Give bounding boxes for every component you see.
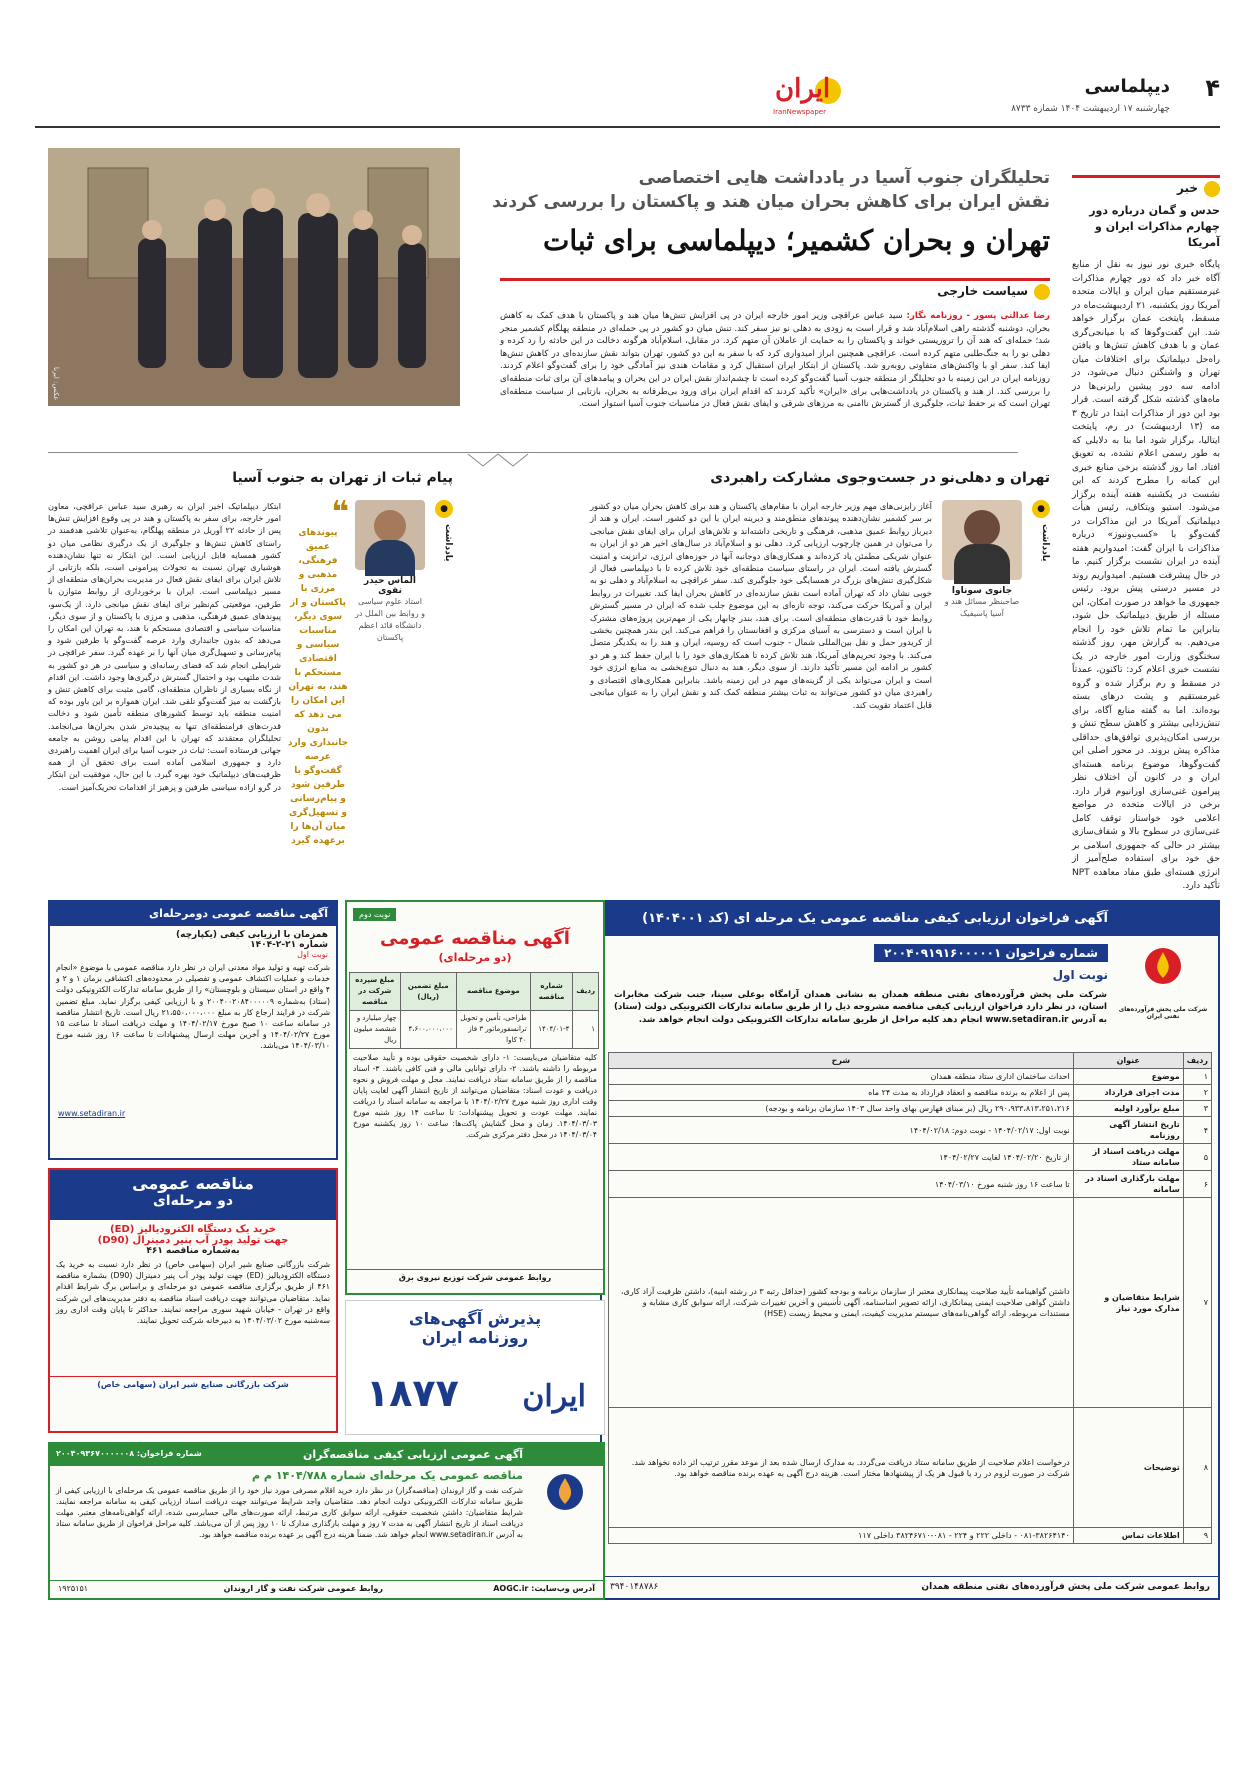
news-sidebar — [1072, 175, 1220, 891]
main-story-kickers — [490, 168, 1050, 257]
ad-left-top-subtitle: همزمان با ارزیابی کیفی (یکپارچه) — [176, 930, 328, 940]
ad-left-mid-title2: دو مرحله‌ای — [152, 1193, 234, 1209]
author-title: استاد علوم سیاسی و روابط بین الملل در دانشگاه قائد اعظم پاکستان — [355, 597, 425, 642]
kicker-2: نقش ایران برای کاهش بحران میان هند و پاکستان را بررسی کردند — [492, 192, 1050, 212]
opinion-left-headline: پیام ثبات از تهران به جنوب آسیا — [232, 470, 453, 486]
section-name: دیپلماسی — [1084, 76, 1170, 97]
table-row: ۱ موضوع احداث ساختمان اداری ستاد منطقه همدان — [609, 1069, 1212, 1085]
ad-bottom-subtitle: مناقصه عمومی یک مرحله‌ای شماره ۱۴۰۴/۷۸۸ م م — [252, 1469, 523, 1482]
ad-left-mid-body: شرکت بازرگانی صنایع شیر ایران (سهامی خاص) در نظر دارد نسبت به خرید یک دستگاه الکترودیالیز (ED) جهت تولید پودر آب پنیر دمینرال (D90) بشماره مناقصه ۴۶۱ از طریق برگزاری مناقصه عمومی دو مرحله‌ای و براساس برگ شرایط اقدام نماید. متقاضیان می‌توانند جهت دریافت اسناد مناقصه به دفتر مدیریت‌های این شرکت واقع در تهران - خیابان شهید سوری مراجعه نمایند. حداکثر تا پایان وقت اداری روز سه‌شنبه مورخ ۱۴۰۴/۰۳/۰۲ به دبیرخانه شرکت تحویل نمایند. — [56, 1260, 330, 1326]
ad-tender — [345, 900, 605, 1295]
ad-main-footer-text: روابط عمومی شرکت ملی پخش فرآورده‌های نفتی منطقه همدان — [921, 1582, 1210, 1592]
ad-bottom-number: شماره فراخوان: ۲۰۰۴۰۹۳۶۷۰۰۰۰۰۰۸ — [56, 1449, 202, 1458]
ad-left-mid-title-bar — [50, 1170, 336, 1220]
ad-bottom — [48, 1442, 605, 1600]
col-row: ردیف — [1183, 1053, 1211, 1069]
ad-main — [600, 900, 1220, 1600]
pullquote-text: پیوندهای عمیق فرهنگی، مذهبی و مرزی با پاکستان و از سوی دیگر، مناسبات سیاسی و اقتصادی مستحکم با هند، به تهران این امکان را می دهد که بدون جانبداری وارد عرصه گفت‌وگو با طرفین شود و پیام‌رسانی و تسهیل‌گری میان آن‌ها را برعهده گیرد — [287, 528, 349, 846]
author-title: صاحبنظر مسائل هند و آسیا پاسیفیک — [944, 597, 1020, 618]
ad-left-top-title: آگهی مناقصه عمومی دومرحله‌ای — [149, 907, 328, 920]
ad-main-table — [608, 1052, 1212, 1544]
table-row: ۲ مدت اجرای قرارداد پس از اعلام به برنده مناقصه و انعقاد قرارداد به مدت ۲۴ ماه — [609, 1085, 1212, 1101]
ad-main-company: شرکت ملی پخش فرآورده‌های نفتی ایران — [1118, 1006, 1208, 1020]
ad-bottom-footer: روابط عمومی شرکت نفت و گاز اروندان — [223, 1584, 383, 1593]
ad-bottom-website[interactable]: آدرس وب‌سایت: AOGC.ir — [493, 1584, 595, 1593]
table-row: ۸ توضیحات درخواست اعلام صلاحیت از طریق سامانه ستاد دریافت می‌گردد. به مدارک ارسال شده بعد از موعد مقرر ترتیب اثر داده نخواهد شد. شرکت در صورت لزوم در رد یا قبول هر یک از پیشنهادها مختار است. هزینه درج آگهی به عهده برنده مناقصه خواهد بود. — [609, 1408, 1212, 1528]
author-name: جانوی سوناوا — [951, 586, 1013, 596]
ad-left-top-title-bar — [50, 902, 336, 926]
col-desc: شرح — [609, 1053, 1074, 1069]
pullquote — [287, 495, 349, 848]
table-row: ۶ مهلت بارگذاری اسناد در سامانه تا ساعت ۱۶ روز شنبه مورخ ۱۴۰۴/۰۳/۱۰ — [609, 1171, 1212, 1198]
page-header — [35, 70, 1220, 128]
note-icon: ● — [435, 500, 453, 518]
quote-icon: ❝ — [331, 495, 349, 530]
note-icon: ● — [1032, 500, 1050, 518]
main-photo — [48, 148, 460, 406]
table-row: ۹ اطلاعات تماس ۰۸۱-۳۸۲۶۴۱۴۰ - داخلی ۲۲۲ و ۲۲۴ - ۰۸۱-۳۸۲۴۶۷۱۰ داخلی ۱۱۷ — [609, 1528, 1212, 1544]
author-photo — [355, 500, 425, 570]
ad-tender-body: کلیه متقاضیان می‌بایست: ۱- دارای شخصیت حقوقی بوده و تأیید صلاحیت مربوطه را داشته باشند. ۲- دارای توانایی مالی و فنی کافی باشند. ۳- اسناد مناقصه را از طریق سامانه ستاد دریافت نمایند. محل و مهلت فروش و نحوه دریافت و عودت اسناد: متقاضیان می‌توانند از تاریخ انتشار آگهی لغایت پایان وقت اداری روز شنبه مورخ ۱۴۰۴/۰۲/۲۷ با مراجعه به سامانه اسناد را دریافت نمایند. مهلت عودت و تحویل پیشنهادات: تا ساعت ۱۴ روز شنبه مورخ ۱۴۰۴/۰۳/۰۳. زمان و محل گشایش پاکت‌ها: ساعت ۱۰ روز یکشنبه مورخ ۱۴۰۴/۰۳/۰۴ در محل دفتر مرکزی شرکت. — [353, 1053, 598, 1139]
ad-tender-subtitle: (دو مرحله‌ای) — [438, 951, 512, 964]
ad-left-top-number: شماره ۲۱-۲-۱۴۰۴ — [250, 940, 328, 950]
news-label-bar — [1072, 175, 1220, 197]
table-row: ۵ مهلت دریافت اسناد از سامانه ستاد از تاریخ ۱۴۰۴/۰۲/۲۰ لغایت ۱۴۰۴/۰۲/۲۷ — [609, 1144, 1212, 1171]
ad-tender-title: آگهی مناقصه عمومی — [380, 928, 570, 949]
news-label: خبر — [1176, 181, 1198, 195]
author-photo — [942, 500, 1022, 580]
logo-sub: IranNewspaper — [773, 108, 826, 116]
table-row: ۴ تاریخ انتشار آگهی روزنامه نوبت اول: ۱۴۰۴/۰۲/۱۷ - نوبت دوم: ۱۴۰۴/۰۲/۱۸ — [609, 1117, 1212, 1144]
main-headline: تهران و بحران کشمیر؛ دیپلماسی برای ثبات — [542, 224, 1050, 257]
opinion-right — [590, 470, 1050, 830]
ad-bottom-title-bar — [50, 1444, 603, 1466]
zigzag-divider — [48, 452, 1018, 466]
ad-main-logo — [1118, 942, 1208, 1020]
opinion-left-author — [355, 500, 425, 644]
opinion-left-label — [433, 500, 453, 561]
opinion-right-label — [1030, 500, 1050, 561]
ad-left-mid-number: به‌شماره مناقصه ۴۶۱ — [146, 1246, 240, 1256]
section-label: سیاست خارجی — [937, 284, 1028, 298]
page-number: ۴ — [1205, 74, 1220, 102]
dateline: چهارشنبه ۱۷ اردیبهشت ۱۴۰۴ شماره ۸۷۳۳ — [1011, 104, 1170, 114]
news-headline: حدس و گمان درباره دور چهارم مذاکرات ایران و آمریکا — [1089, 204, 1220, 249]
ad-left-mid — [48, 1168, 338, 1433]
ad-left-top-body: شرکت تهیه و تولید مواد معدنی ایران در نظر دارد مناقصه عمومی با موضوع «انجام خدمات و عملیات اکتشاف عمومی و تفصیلی در محدوده‌های اکتشافی بزمان ۱ و ۲ و ۴ واقع در استان سیستان و بلوچستان» را از طریق سامانه تدارکات الکترونیکی دولت (ستاد) به‌شماره ۲۰۰۴۰۰۲۰۸۴۰۰۰۰۰۹ و با ارزیابی کیفی برگزار نماید. مبلغ تضمین شرکت در فرایند ارجاع کار به مبلغ ۲۱،۵۵۰،۰۰۰،۰۰۰ ریال است. تاریخ انتشار مناقصه در سامانه ساعت ۱۰ صبح مورخ ۱۴۰۴/۰۲/۱۷ و مهلت دریافت اسناد تا ساعت ۱۵ مورخ ۱۴۰۴/۰۲/۲۷ و آخرین مهلت ارسال پیشنهادات تا ساعت ۱۶ روز شنبه مورخ ۱۴۰۴/۰۳/۱۰ می‌باشد. — [56, 963, 331, 1051]
news-body: پایگاه خبری نور نیوز به نقل از منابع آگاه خبر داد که دور چهارم مذاکرات غیرمستقیم میان ایران و ایالات متحده آمریکا روز یکشنبه، ۲۱ اردیبهشت‌ماه در مسقط، پایتخت عمان برگزار خواهد شد. این گفت‌وگوها که با میانجی‌گری عمان و با هدف کاهش تنش‌ها و یافتن راه‌حل دیپلماتیک برای اختلافات میان تهران و واشنگتن دنبال می‌شود، در ادامه سه دور پیشین رایزنی‌ها در ماه‌های گذشته شکل گرفته است. قرار بود این دور از مذاکرات ابتدا در تاریخ ۳ مه (۱۳ اردیبهشت) در رم، پایتخت ایتالیا، برگزار شود اما بنا به دلایلی که به طور رسمی اعلام نشده، به تعویق افتاد. اما روز گذشته برخی منابع خبری این کمانه را مطرح کردند که این نشست در یکشنبه هفته آینده برگزار می‌شود. استیو ویتکاف، رئیس هیأت دیپلماتیک آمریکا در این مذاکرات در گفت‌وگو با «کسب‌ونیوز» درباره مذاکرات با ایران گفت: امیدواریم هفته آینده در ایران نشست برگزار کنیم. ما در حال پیشرفت هستیم. امیدواریم روند در مسیر درستی پیش برود. رئیس جمهوری ما خواهد در صورت امکان، این مسئله از طریق دیپلماتیک حل شود، بنابراین ما تمام تلاش خود را انجام می‌دهیم. به گزارش مهر، روز گذشته سخنگوی وزارت امور خارجه در یک نشست خبری اعلام کرد: تاکنون، عمدتاً در مسقط و رم برگزار شده و گروه غیرمستقیم و پشت درهای بسته بوده‌اند. اما به گفته منابع آگاه، برای تنش‌زدایی بیشتر و کاهش سطح تنش و بررسی امکان‌پذیری توافق‌های حداقلی مذاکره پیش بروند. در محور اصلی این گفت‌وگوها، موضوع برنامه هسته‌ای ایران و در کانون آن اختلاف نظر پیرامون غنی‌سازی اورانیوم قرار دارد. برخی در ایالات متحده در مواضع اعلامی خود خواستار توقف کامل غنی‌سازی در سطوح بالا و شفاف‌سازی بیشتر در حالی که جمهوری اسلامی بر حق خود برای استفاده صلح‌آمیز از انرژی هسته‌ای طبق مفاد معاهده NPT تأکید دارد. — [1072, 260, 1220, 891]
ad-bottom-body: شرکت نفت و گاز اروندان (مناقصه‌گزار) در نظر دارد خرید اقلام مصرفی مورد نیاز خود را از طریق مناقصه عمومی یک مرحله‌ای با ارزیابی کیفی از طریق سامانه تدارکات الکترونیکی دولت انجام دهد. متقاضیان واجد شرایط می‌توانند جهت دریافت اسناد ارزیابی کیفی به سامانه مراجعه نمایند. شرایط متقاضیان: داشتن شخصیت حقوقی، ارائه سوابق کاری مرتبط، ارائه صورت‌های مالی حسابرسی شده، ارائه گواهی‌نامه‌های معتبر. مهلت دریافت اسناد از تاریخ انتشار آگهی به مدت ۷ روز و مهلت بارگذاری مدارک تا ۱۰ روز پس از آن می‌باشد. کلیه مراحل فراخوان از طریق سامانه ستاد به آدرس www.setadiran.ir انجام خواهد شد. ضمناً هزینه درج آگهی بر عهده برنده مناقصه خواهد بود. — [56, 1486, 523, 1539]
col-title: عنوان — [1073, 1053, 1183, 1069]
ad-main-footer-code: ۳۹۴۰۱۴۸۷۸۶ — [610, 1582, 659, 1592]
ad-left-mid-item2: جهت تولید پودر آب پنیر دمینرال (D90) — [97, 1235, 289, 1246]
table-row: ۱ ۱۴۰۴/۰۱-۴ طراحی، تأمین و تحویل ترانسفورماتور ۳ فاز ۴۰ کاوا ۴،۶۰۰،۰۰۰،۰۰۰ چهار میلیارد و ششصد میلیون ریال — [350, 1011, 599, 1049]
opinion-left-label-text: یادداشت — [443, 524, 453, 562]
ad-left-mid-title: مناقصه عمومی — [132, 1174, 254, 1193]
news-label-dot — [1204, 181, 1220, 197]
opinion-right-headline: تهران و دهلی‌نو در جست‌وجوی مشارکت راهبردی — [710, 470, 1050, 486]
ad-left-mid-item1: خرید یک دستگاه الکترودیالیز (ED) — [110, 1224, 276, 1235]
ad-main-intro: شرکت ملی پخش فرآورده‌های نفتی منطقه همدان به نشانی همدان آرامگاه بوعلی سینا، جنب شرکت مخابرات استان، در نظر دارد فراخوان ارزیابی کیفی مناقصه مشروحه ذیل را از طریق سامانه تدارکات الکترونیکی دولت (ستاد) به آدرس www.setadiran.ir انجام دهد کلیه مراحل از طریق سامانه تدارکات الکترونیکی دولت انجام خواهد شد. — [614, 990, 1107, 1025]
ad-main-call-number: شماره فراخوان ۲۰۰۴۰۹۱۹۱۶۰۰۰۰۰۱ — [874, 944, 1108, 962]
kicker-1: تحلیلگران جنوب آسیا در یادداشت هایی اختصاصی — [638, 168, 1050, 188]
lead-text: سید عباس عراقچی وزیر امور خارجه ایران در پی افزایش تنش‌ها میان هند و پاکستان با هدف کمک به کاهش بحران، دوشنبه گذشته راهی اسلام‌آباد شد و قرار است به زودی به دهلی نو نیز سفر کند. تنش میان دو کشور در پی حمله‌ای در منطقه پهلگام کشمیر منجر شد؛ حمله‌ای که هند آن را تروریستی خواند و پاکستان را به حمایت از عاملان آن متهم کرد. در مقابل، اسلام‌آباد هرگونه دخالت در این حادثه را رد کرده و دهلی نو را به جنگ‌طلبی متهم کرده است. عراقچی همچنین ابراز امیدواری کرد که با سفر به این دو کشور، تهران بتواند نقش سازنده‌ای در کاهش تنش‌ها ایفا کند. سفر او با واکنش‌های متفاوتی روبه‌رو شد. پاکستان از ابتکار ایران استقبال کرد و مقامات هندی نیز آمادگی خود را برای گفت‌وگو اعلام کردند. روزنامه ایران در این زمینه با دو تحلیلگر از منطقه جنوب آسیا گفت‌وگو کرده است تا چشم‌انداز نقش ایران در این بحران و پیامدهای آن برای ثبات منطقه‌ای را بررسی کند. از هند و پاکستان در یادداشت‌هایی برای «ایران» تأکید کردند که اقدام ایران برای ورود بی‌طرفانه به بحران، بازتابی از سیاست منطقه‌ای تهران است که بر حفظ ثبات، جلوگیری از گسترش ناامنی به مرزهای شرقی و ایفای نقش فعال در مناسبات جنوب آسیا استوار است. — [500, 311, 1050, 410]
ad-bottom-code: ۱۹۲۵۱۵۱ — [58, 1584, 89, 1593]
ad-main-turn: نوبت اول — [1052, 968, 1108, 982]
section-dot — [1034, 284, 1050, 300]
photo-credit: عکس: ایرنا — [52, 366, 60, 400]
author-name: الماس حیدر نقوی — [364, 576, 416, 596]
ad-tender-footer: روابط عمومی شرکت توزیع نیروی برق — [347, 1269, 603, 1282]
section-label-bar — [500, 278, 1050, 300]
ad-bottom-logo — [533, 1470, 597, 1520]
ad-left-top-footer[interactable]: www.setadiran.ir — [58, 1109, 126, 1118]
ad-main-title: آگهی فراخوان ارزیابی کیفی مناقصه عمومی یک مرحله ای (کد ۱۴۰۴۰۰۱) — [642, 911, 1108, 926]
ad-tender-turn: نوبت دوم — [353, 908, 396, 921]
ad-acceptance-phone: ۱۸۷۷ — [366, 1371, 459, 1415]
opinion-left-body: ابتکار دیپلماتیک اخیر ایران به رهبری سید عباس عراقچی، معاون امور خارجه، برای سفر به پاکستان و هند در پی وقوع افزایش تنش‌ها پس از حادثه ۲۲ آوریل در منطقه پهلگام، به‌عنوان تلاشی هدفمند در راستای کاهش تنش‌ها و جلوگیری از یک درگیری نظامی میان دو کشور همسایه قابل ارزیابی است. این ابتکار نه تنها نشان‌دهنده هوشیاری تهران نسبت به تحولات پیرامونی است، بلکه بازتابی از تلاش ایران برای ایفای نقش فعال در مدیریت بحران‌های منطقه‌ای از مسیر دیپلماسی است. ایران با برخورداری از روابط متوازن با طرفین، موقعیتی کم‌نظیر برای ایفای نقش میانجی دارد. از یک‌سو، پیوندهای عمیق فرهنگی، مذهبی و مرزی با پاکستان و از سوی دیگر، مناسبات سیاسی و اقتصادی مستحکم با هند، به تهران این امکان را می‌دهد که بدون جانبداری وارد عرصه گفت‌وگو با طرفین شود و پیام‌رسانی و تسهیل‌گری میان آنها را بر عهده گیرد. سفر عراقچی در شرایطی انجام شد که فضای رسانه‌ای و سیاسی در هر دو کشور به شدت ملتهب بود و احتمال گسترش درگیری‌ها وجود داشت. این اقدام از نگاه بسیاری از ناظران منطقه‌ای، گامی مثبت برای کاهش تنش و بازگشت به میز گفت‌وگو تلقی شد. ایران همواره بر این باور بوده که امنیت منطقه باید توسط کشورهای منطقه تأمین شود و دخالت قدرت‌های فرامنطقه‌ای تنها به پیچیده‌تر شدن بحران‌ها می‌انجامد. تحلیلگران معتقدند که تهران با این اقدام پیامی روشن به جامعه جهانی فرستاده است: ثبات در جنوب آسیا برای ایران اهمیت راهبردی دارد و جمهوری اسلامی آماده است برای تحقق آن از همه ظرفیت‌های دیپلماتیک خود بهره گیرد. با این حال، موفقیت این ابتکار در گرو اراده سیاسی طرفین و پرهیز از اقدامات تحریک‌آمیز است. — [48, 501, 282, 792]
ad-tender-table: ردیف شماره مناقصه موضوع مناقصه مبلغ تضمین (ریال) مبلغ سپرده شرکت در مناقصه ۱ ۱۴۰۴/۰۱-۴ طراحی، تأمین و تحویل ترانسفورماتور ۳ فاز ۴۰ کاوا ۴،۶۰۰،۰۰۰،۰۰۰ چهار میلیارد و ششصد میلیون ریال — [349, 972, 599, 1049]
ad-left-top-turn: نوبت اول — [297, 950, 328, 959]
ad-left-mid-footer: شرکت بازرگانی صنایع شیر ایران (سهامی خاص) — [50, 1376, 336, 1389]
opinion-right-author — [942, 500, 1022, 620]
table-row: ۷ شرایط متقاضیان و مدارک مورد نیاز داشتن گواهینامه تأیید صلاحیت پیمانکاری معتبر از سازمان برنامه و بودجه کشور (حداقل رتبه ۳ در رشته ابنیه)، داشتن ظرفیت آزاد کاری، داشتن گواهی صلاحیت ایمنی پیمانکاری، ارائه تصویر اساسنامه، آگهی تأسیس و آخرین تغییرات شرکت، ارائه سوابق کاری مشابه و مستندات مربوطه، ارائه گواهی‌نامه‌های سیستم مدیریت کیفیت، ایمنی و محیط زیست (HSE) — [609, 1198, 1212, 1408]
ad-main-title-bar — [602, 902, 1218, 936]
table-row: ۳ مبلغ برآورد اولیه ۲۹۰،۹۳۳،۸۱۳،۲۵۱،۲۱۶ ریال (بر مبنای فهارس بهای واحد سال ۱۴۰۳ سازمان برنامه و بودجه) — [609, 1101, 1212, 1117]
main-lead — [500, 310, 1050, 445]
ad-left-top — [48, 900, 338, 1160]
opinion-right-label-text: یادداشت — [1040, 524, 1050, 562]
ad-main-footer — [602, 1576, 1218, 1598]
byline: رضا عدالتی پسور - روزنامه نگار: — [906, 311, 1050, 321]
opinion-left — [48, 470, 453, 846]
photo-illustration — [48, 148, 460, 406]
ad-acceptance-logo: ایران — [522, 1379, 586, 1414]
ad-bottom-title: آگهی عمومی ارزیابی کیفی مناقصه‌گران — [302, 1448, 523, 1461]
ad-acceptance-line2: روزنامه ایران — [421, 1328, 529, 1347]
ad-bottom-footer-bar — [50, 1580, 603, 1598]
ad-acceptance-line1: پذیرش آگهی‌های — [408, 1309, 542, 1328]
ad-acceptance — [345, 1300, 605, 1435]
opinion-right-body: آغاز رایزنی‌های مهم وزیر خارجه ایران با مقام‌های پاکستان و هند برای کاهش بحران میان دو کشور بر سر کشمیر نشان‌دهنده پیوندهای منطق‌مند و دیرینه ایران با این دو کشور است. ایران و هند از دیرباز روابط عمیق مذهبی، فرهنگی و تاریخی داشته‌اند و تلاش‌های ایران برای ایفای نقش میانجی را می‌توان در همین چارچوب ارزیابی کرد. دهلی نو و اسلام‌آباد در سال‌های اخیر هر دو از ایران به عنوان شریکی مطمئن یاد کرده‌اند و همکاری‌های دوجانبه آنها در حوزه‌های انرژی، ترانزیت و امنیت گسترش یافته است. ایران در راستای سیاست منطقه‌ای خود تلاش کرده تا با دیپلماسی فعال از شکل‌گیری تنش‌های بزرگ در همسایگی خود جلوگیری کند. سفر عراقچی به اسلام‌آباد و دهلی نو به خوبی نشان داد که تهران آماده است نقش سازنده‌ای در کاهش بحران ایفا کند. تغییرات در روابط ایران و آمریکا حرکت می‌کند، توجه تازه‌ای به این موضوع جلب شده که ایران در مسیر گسترش روابط خود با قدرت‌های منطقه‌ای است. برای هند، بندر چابهار یکی از مهم‌ترین پروژه‌های مشترک با ایران است و دسترسی به آسیای مرکزی و افغانستان را فراهم می‌کند. این بندر همچنین بخشی از کریدور حمل و نقل بین‌المللی شمال - جنوب است که روسیه، ایران و هند را به یکدیگر متصل می‌کند. با وجود تحریم‌های آمریکا، هند تلاش کرده تا همکاری‌های خود را با ایران حفظ کند و هر دو کشور بر ادامه این مسیر تأکید دارند. از سوی دیگر، هند به دنبال تنوع‌بخشی به منابع انرژی خود است و ایران می‌تواند یکی از گزینه‌های مهم در این زمینه باشد. بنابراین همکاری‌های اقتصادی و راهبردی میان دو کشور می‌تواند به ثبات بیشتر منطقه کمک کند و نقش ایران را به عنوان میانجی قابل اعتماد تقویت کند. — [590, 501, 932, 710]
logo: ایران — [775, 74, 831, 104]
